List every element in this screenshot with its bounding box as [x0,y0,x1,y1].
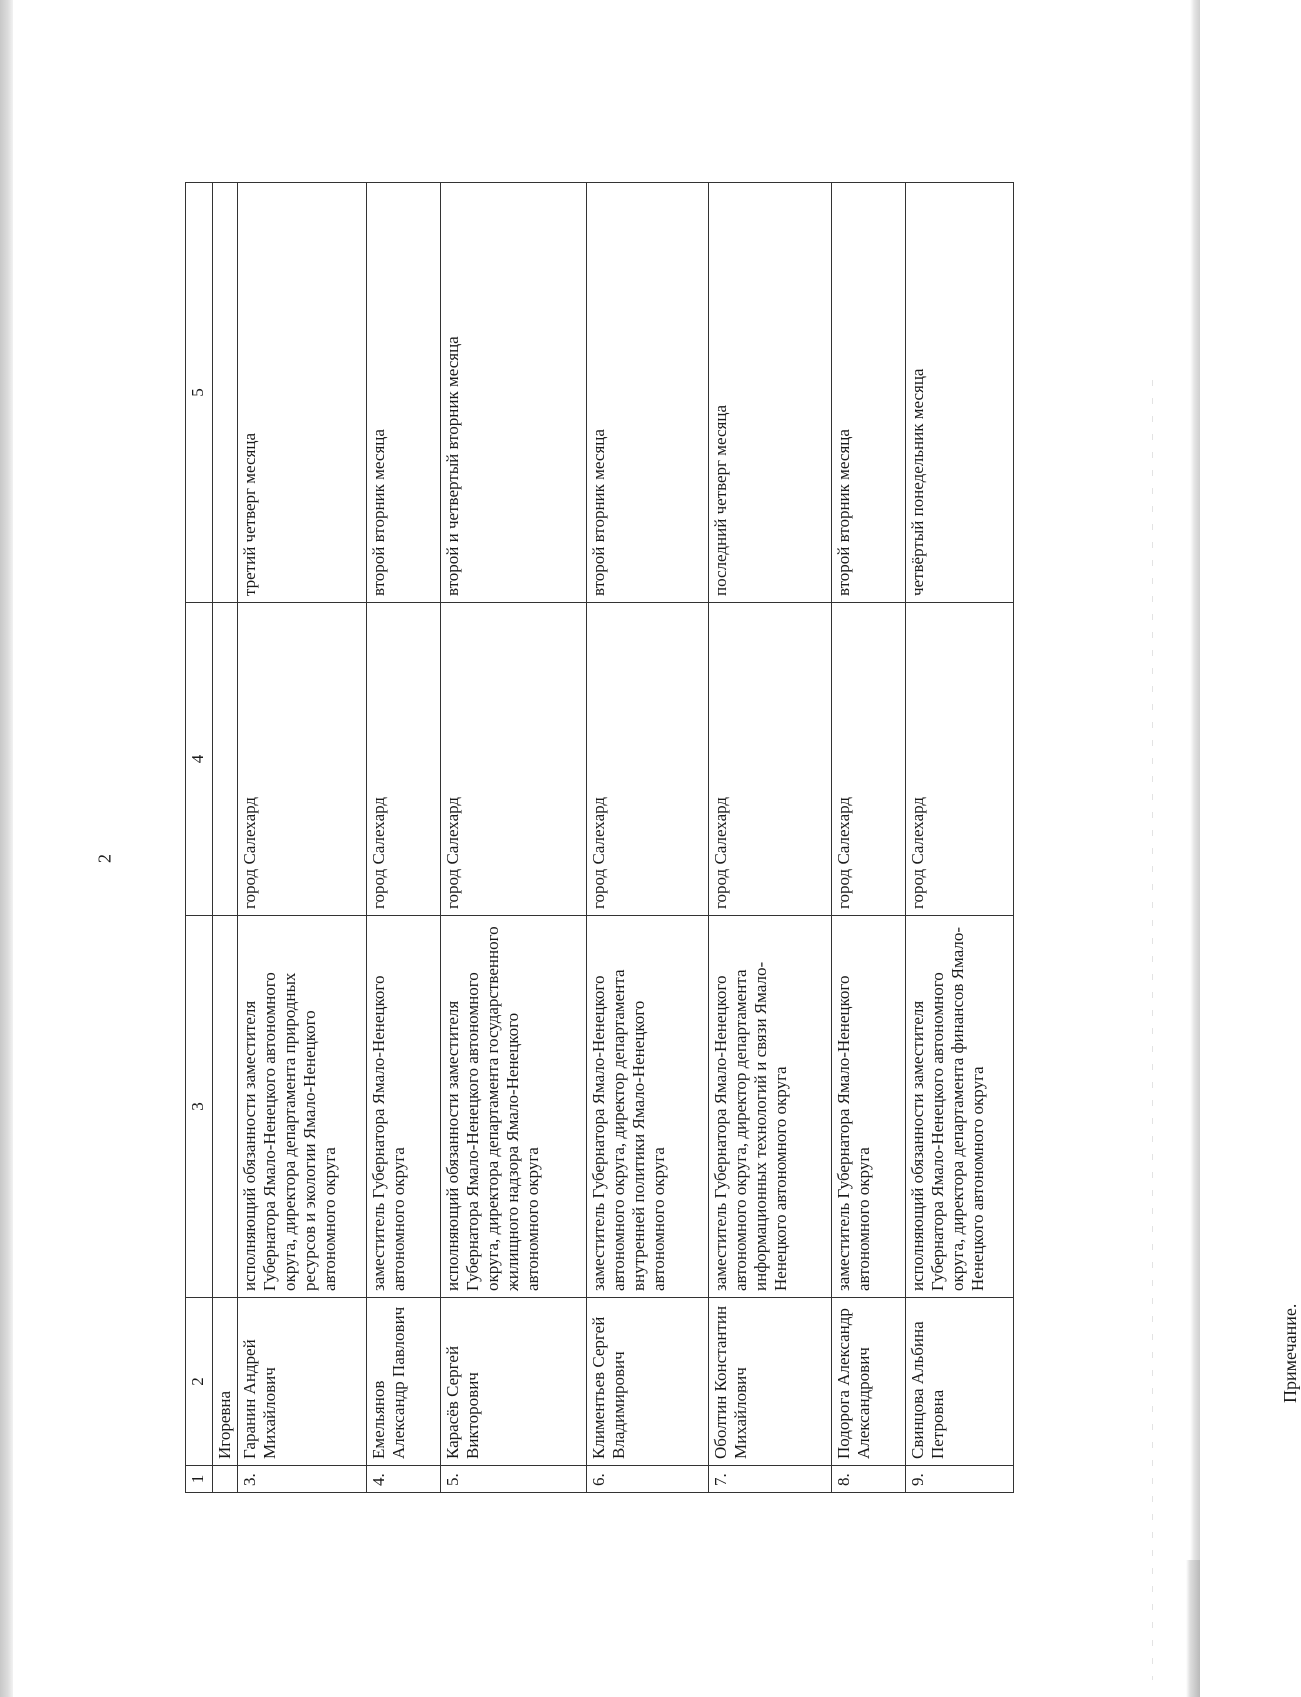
row-number-cell: 8. [832,1466,906,1493]
row-number-cell: 6. [587,1466,709,1493]
name-cell: Игоревна [213,1298,238,1466]
schedule-table [185,182,1014,1493]
header-cell: 4 [186,603,213,916]
place-cell: город Салехард [587,603,709,916]
schedule-cell: четвёртый понедельник месяца [906,183,1014,603]
place-cell: город Салехард [367,603,441,916]
header-cell: 2 [186,1298,213,1466]
name-cell: Емельянов Александр Павлович [367,1298,441,1466]
schedule-cell: последний четверг месяца [709,183,832,603]
schedule-cell: второй вторник месяца [832,183,906,603]
header-cell: 3 [186,916,213,1298]
table-row [238,183,367,1493]
table-header-row [186,183,213,1493]
name-cell: Свинцова Альбина Петровна [906,1298,1014,1466]
continuation-row [213,183,238,1493]
table-row [832,183,906,1493]
row-number-cell: 5. [441,1466,587,1493]
place-cell: город Салехард [832,603,906,916]
row-number-cell: 4. [367,1466,441,1493]
table-row [587,183,709,1493]
row-number-cell: 7. [709,1466,832,1493]
page-number: 2 [94,854,115,863]
row-number-cell: 9. [906,1466,1014,1493]
table-row [367,183,441,1493]
position-cell: заместитель Губернатора Ямало-Ненецкого автономного округа [367,916,441,1298]
row-number-cell [213,1466,238,1493]
position-cell: заместитель Губернатора Ямало-Ненецкого автономного округа [832,916,906,1298]
schedule-cell [213,183,238,603]
header-cell: 5 [186,183,213,603]
schedule-cell: второй вторник месяца [587,183,709,603]
place-cell: город Салехард [906,603,1014,916]
schedule-cell: третий четверг месяца [238,183,367,603]
table-row [441,183,587,1493]
scan-edge-left [0,0,13,1697]
position-cell: заместитель Губернатора Ямало-Ненецкого автономного округа, директор департамента внутренней политики Ямало-Ненецкого автономного округа [587,916,709,1298]
place-cell: город Салехард [238,603,367,916]
name-cell: Подорога Александр Александрович [832,1298,906,1466]
scan-edge-right [1190,0,1200,1697]
name-cell: Карасёв Сергей Викторович [441,1298,587,1466]
scan-edge-right-lower [1186,1560,1200,1697]
place-cell: город Салехард [709,603,832,916]
rotated-page-content [185,183,1300,1493]
name-cell: Гаранин Андрей Михайлович [238,1298,367,1466]
position-cell: исполняющий обязанности заместителя Губернатора Ямало-Ненецкого автономного округа, директора департамента государственного жилищного надзора Ямало-Ненецкого автономного округа [441,916,587,1298]
row-number-cell: 3. [238,1466,367,1493]
place-cell: город Салехард [441,603,587,916]
position-cell: исполняющий обязанности заместителя Губернатора Ямало-Ненецкого автономного округа, директора департамента финансов Ямало-Ненецкого автономного округа [906,916,1014,1298]
place-cell [213,603,238,916]
position-cell [213,916,238,1298]
position-cell: исполняющий обязанности заместителя Губернатора Ямало-Ненецкого автономного округа, директора департамента природных ресурсов и экологии Ямало-Ненецкого автономного округа [238,916,367,1298]
note-label: Примечание. [1280,1303,1300,1403]
name-cell: Оболтин Константин Михайлович [709,1298,832,1466]
scan-artifact-line [1152,380,1153,1680]
table-row [709,183,832,1493]
schedule-cell: второй вторник месяца [367,183,441,603]
table-row [906,183,1014,1493]
header-cell: 1 [186,1466,213,1493]
position-cell: заместитель Губернатора Ямало-Ненецкого автономного округа, директор департамента информационных технологий и связи Ямало-Ненецкого автономного округа [709,916,832,1298]
schedule-cell: второй и четвертый вторник месяца [441,183,587,603]
name-cell: Климентьев Сергей Владимирович [587,1298,709,1466]
